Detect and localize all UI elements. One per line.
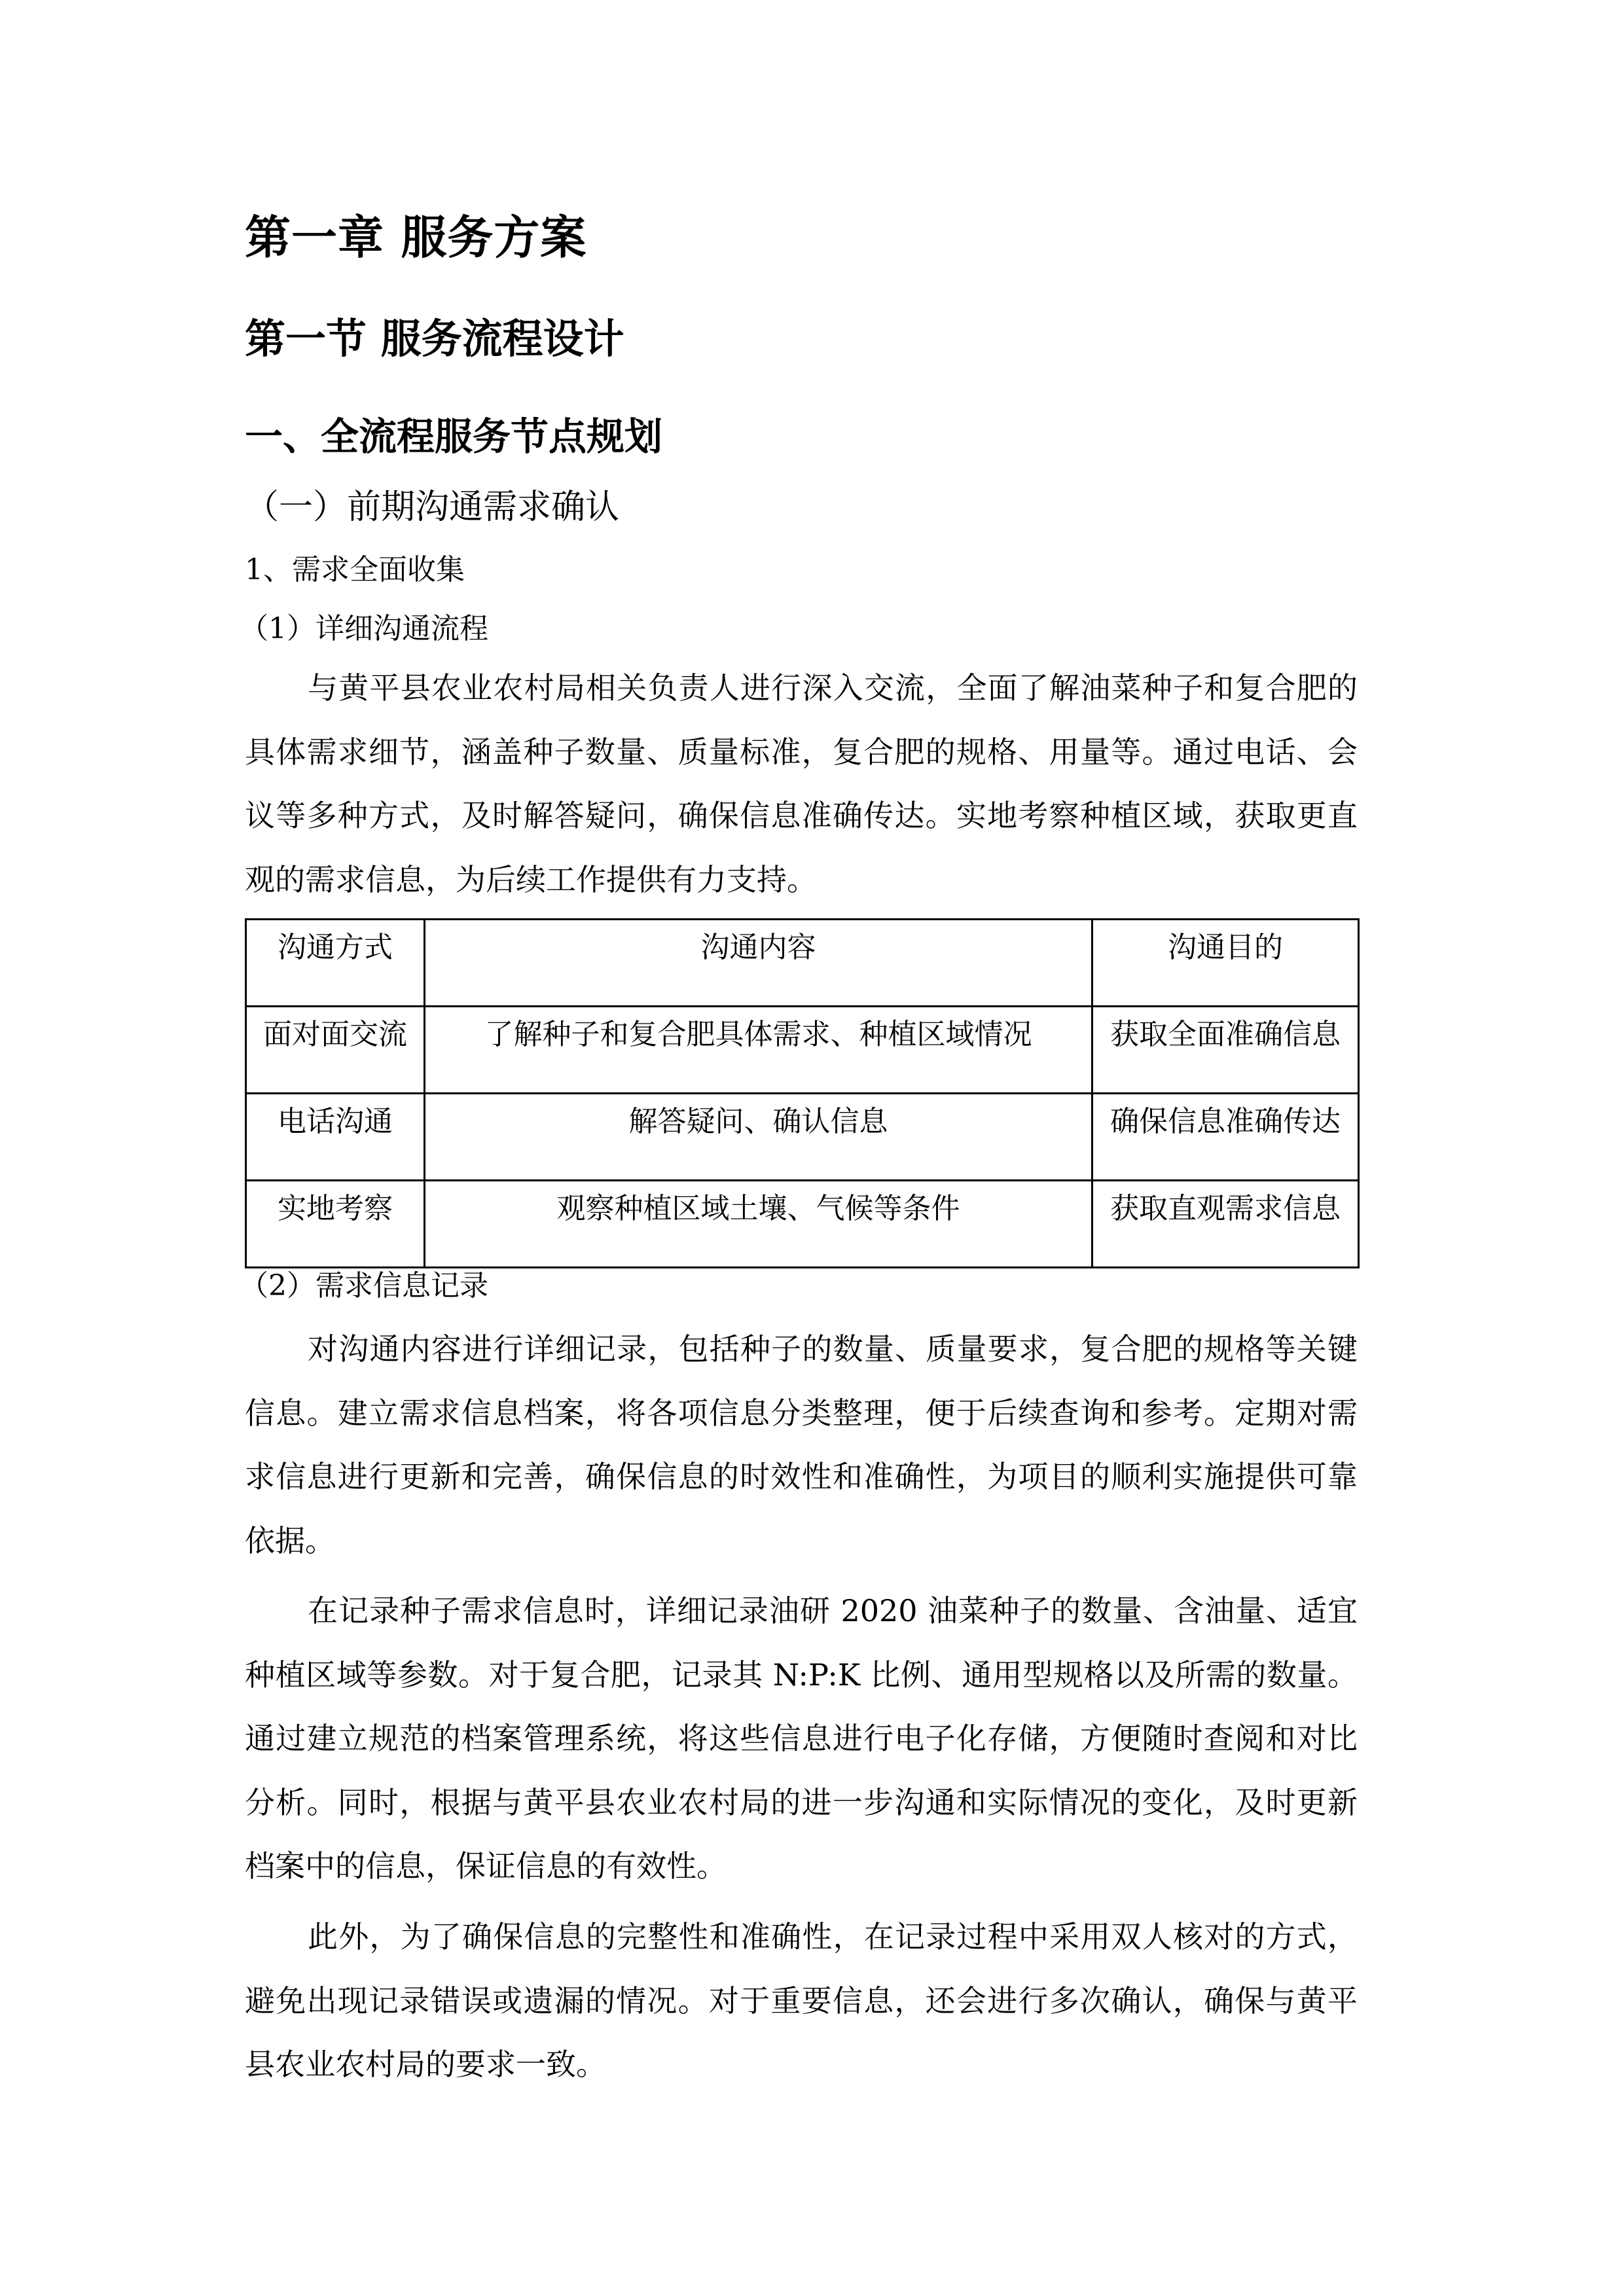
table-cell: 解答疑问、确认信息 [425, 1094, 1092, 1181]
step1-paragraph: 与黄平县农业农村局相关负责人进行深入交流，全面了解油菜种子和复合肥的具体需求细节，涵盖种子数量、质量标准，复合肥的规格、用量等。通过电话、会议等多种方式，及时解答疑问，确保信息准确传达。实地考察种植区域，获取更直观的需求信息，为后续工作提供有力支持。 [245, 670, 1358, 897]
table-header-cell: 沟通内容 [425, 920, 1092, 1007]
item-title: 一、全流程服务节点规划 [245, 414, 663, 459]
table-cell: 观察种植区域土壤、气候等条件 [425, 1181, 1092, 1268]
table-cell: 确保信息准确传达 [1092, 1094, 1359, 1181]
table-cell: 面对面交流 [246, 1007, 425, 1094]
step2-paragraph-2: 在记录种子需求信息时，详细记录油研 2020 油菜种子的数量、含油量、适宜种植区域等参数。对于复合肥，记录其 N:P:K 比例、通用型规格以及所需的数量。通过建立规范的档案管理系统，将这些信息进行电子化存储，方便随时查阅和对比分析。同时，根据与黄平县农业农村局的进一步沟通和实际情况的变化，及时更新档案中的信息，保证信息的有效性。 [245, 1593, 1358, 1884]
table-cell: 了解种子和复合肥具体需求、种植区域情况 [425, 1007, 1092, 1094]
table-row [246, 1181, 1359, 1268]
section-title: 第一节 服务流程设计 [245, 315, 624, 363]
point-title: 1、需求全面收集 [245, 553, 465, 586]
table-header-cell: 沟通方式 [246, 920, 425, 1007]
chapter-title: 第一章 服务方案 [245, 211, 587, 264]
table-header-row [246, 920, 1359, 1007]
table-row [246, 1007, 1359, 1094]
table-cell: 电话沟通 [246, 1094, 425, 1181]
communication-table [245, 918, 1360, 1268]
table-row [246, 1094, 1359, 1181]
table-cell: 获取直观需求信息 [1092, 1181, 1359, 1268]
step1-title: （1）详细沟通流程 [240, 612, 488, 645]
table-cell: 实地考察 [246, 1181, 425, 1268]
step2-title: （2）需求信息记录 [240, 1269, 488, 1302]
step2-paragraph-3: 此外，为了确保信息的完整性和准确性，在记录过程中采用双人核对的方式，避免出现记录错误或遗漏的情况。对于重要信息，还会进行多次确认，确保与黄平县农业农村局的要求一致。 [245, 1919, 1358, 2082]
table-header-cell: 沟通目的 [1092, 920, 1359, 1007]
table-cell: 获取全面准确信息 [1092, 1007, 1359, 1094]
subsection-title: （一）前期沟通需求确认 [245, 488, 620, 527]
step2-paragraph-1: 对沟通内容进行详细记录，包括种子的数量、质量要求，复合肥的规格等关键信息。建立需求信息档案，将各项信息分类整理，便于后续查询和参考。定期对需求信息进行更新和完善，确保信息的时效性和准确性，为项目的顺利实施提供可靠依据。 [245, 1331, 1358, 1558]
